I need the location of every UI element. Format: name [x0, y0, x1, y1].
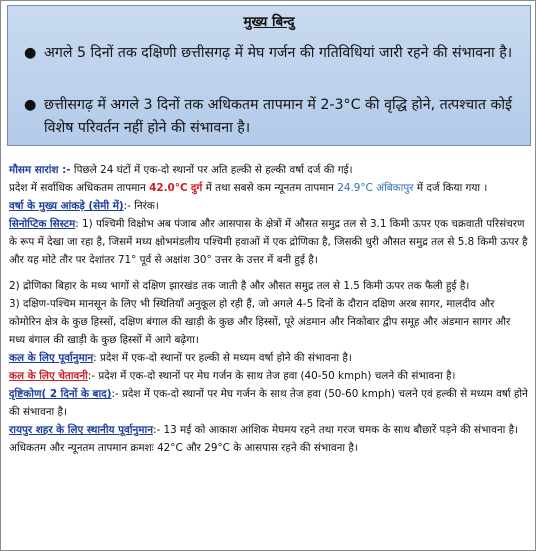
temperature-record: प्रदेश में सर्वाधिक अधिकतम तापमान 42.0°C दुर्ग में तथा सबसे कम न्यूनतम तापमान 24.9°C अंबिकापुर में दर्ज किया गया ।	[9, 182, 488, 194]
warning-tomorrow: कल के लिए चेतावनी:- प्रदेश में एक-दो स्थानों पर मेघ गर्जन के साथ तेज हवा (40-50 kmph) चलने की संभावना है।	[9, 370, 456, 382]
key-points-box	[7, 5, 531, 146]
key-point-2: ● छत्तीसगढ़ में अगले 3 दिनों तक अधिकतम तापमान में 2-3°C की वृद्धि होने, तत्पश्चात कोई विशेष परिवर्तन नहीं होने की संभावना है।	[24, 94, 514, 140]
synoptic-system-1: सिनोप्टिक सिस्टम: 1) पश्चिमी विक्षोभ अब पंजाब और आसपास के क्षेत्रों में औसत समुद्र तल से 3.1 किमी ऊपर एक चक्रवाती परिसंचरण के रूप में देखा जा रहा है, जिसमें मध्य क्षोभमंडलीय पश्चिमी हवाओं में एक द्रोणिका है, जिसकी धुरी औसत समुद्र तल से 5.8 किमी ऊपर है और यह मोटे तौर पर देशांतर 71° पूर्व से अक्षांश 30° उत्तर के उत्तर में बनी हुई है।	[9, 218, 528, 266]
raipur-forecast: रायपुर शहर के लिए स्थानीय पूर्वानुमान:- 13 मई को आकाश आंशिक मेघमय रहने तथा गरज चमक के साथ बौछारें पड़ने की संभावना है। अधिकतम और न्यूनतम तापमान क्रमशः 42°C और 29°C के आसपास रहने की संभावना है।	[9, 424, 519, 454]
bullet-icon: ●	[24, 45, 37, 61]
weather-summary: मौसम सारांश :- पिछले 24 घंटों में एक-दो स्थानों पर अति हल्की से हल्की वर्षा दर्ज की गई।	[9, 164, 353, 176]
synoptic-system-2: 2) द्रोणिका बिहार के मध्य भागों से दक्षिण झारखंड तक जाती है और औसत समुद्र तल से 1.5 किमी ऊपर तक फैली हुई है।	[9, 280, 470, 292]
bulletin-body	[9, 161, 529, 457]
min-temp-value: 24.9°C	[337, 182, 373, 194]
min-temp-place: अंबिकापुर	[376, 182, 414, 194]
key-point-1: ● अगले 5 दिनों तक दक्षिणी छत्तीसगढ़ में मेघ गर्जन की गतिविधियां जारी रहने की संभावना है।	[24, 42, 514, 65]
max-temp-value: 42.0°C	[149, 182, 188, 194]
synoptic-system-3: 3) दक्षिण-पश्चिम मानसून के लिए भी स्थितियाँ अनुकूल हो रही हैं, जो अगले 4-5 दिनों के दौरान दक्षिण अरब सागर, मालदीव और कोमोरिन क्षेत्र के कुछ हिस्सों, दक्षिण बंगाल की खाड़ी के कुछ और हिस्सों, पूरे अंडमान और निकोबार द्वीप समूह और अंडमान सागर और मध्य बंगाल की खाड़ी के कुछ हिस्सों में आगे बढ़ेगा।	[9, 298, 511, 346]
outlook: दृष्टिकोण( 2 दिनों के बाद):- प्रदेश में एक-दो स्थानों पर मेघ गर्जन के साथ तेज हवा (50-60 kmph) चलने एवं हल्की से मध्यम वर्षा होने की संभावना है।	[9, 388, 528, 418]
bullet-icon: ●	[24, 97, 37, 113]
max-temp-place: दुर्ग	[190, 182, 203, 194]
rain-figures: वर्षा के मुख्य आंकड़े (सेमी में):- निरंक।	[9, 200, 159, 212]
forecast-tomorrow: कल के लिए पूर्वानुमान: प्रदेश में एक-दो स्थानों पर हल्की से मध्यम वर्षा होने की संभावना है।	[9, 352, 352, 364]
key-points-title: मुख्य बिन्दु	[243, 14, 295, 30]
